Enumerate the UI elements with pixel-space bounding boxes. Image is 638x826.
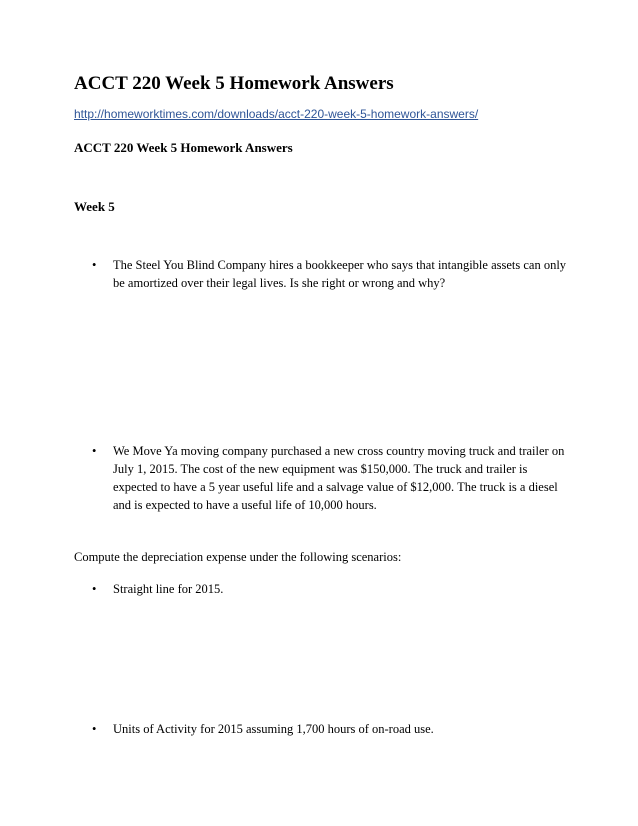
section-heading: Week 5 [74, 199, 115, 214]
bullet-icon: • [92, 258, 97, 272]
document-title: ACCT 220 Week 5 Homework Answers [74, 73, 394, 94]
question-text: The Steel You Blind Company hires a bookkeeper who says that intangible assets can only be amortized over their legal lives. Is she right or wrong and why? [113, 258, 567, 290]
instruction-text: Compute the depreciation expense under the following scenarios: [74, 550, 402, 564]
list-item [92, 580, 572, 598]
document-subtitle: ACCT 220 Week 5 Homework Answers [74, 140, 293, 155]
scenario-text: Units of Activity for 2015 assuming 1,700 hours of on-road use. [113, 722, 434, 736]
list-item [92, 442, 572, 514]
bullet-icon: • [92, 582, 97, 596]
question-text: We Move Ya moving company purchased a new cross country moving truck and trailer on July 1, 2015. The cost of the new equipment was $150,000. The truck and trailer is expected to have a 5 year useful life and a salvage value of $12,000. The truck is a diesel and is expected to have a useful life of 10,000 hours. [113, 444, 565, 512]
list-item [92, 720, 572, 738]
bullet-icon: • [92, 722, 97, 736]
scenario-text: Straight line for 2015. [113, 582, 224, 596]
source-link[interactable]: http://homeworktimes.com/downloads/acct-220-week-5-homework-answers/ [74, 107, 479, 121]
list-item [92, 256, 572, 292]
bullet-icon: • [92, 444, 97, 458]
